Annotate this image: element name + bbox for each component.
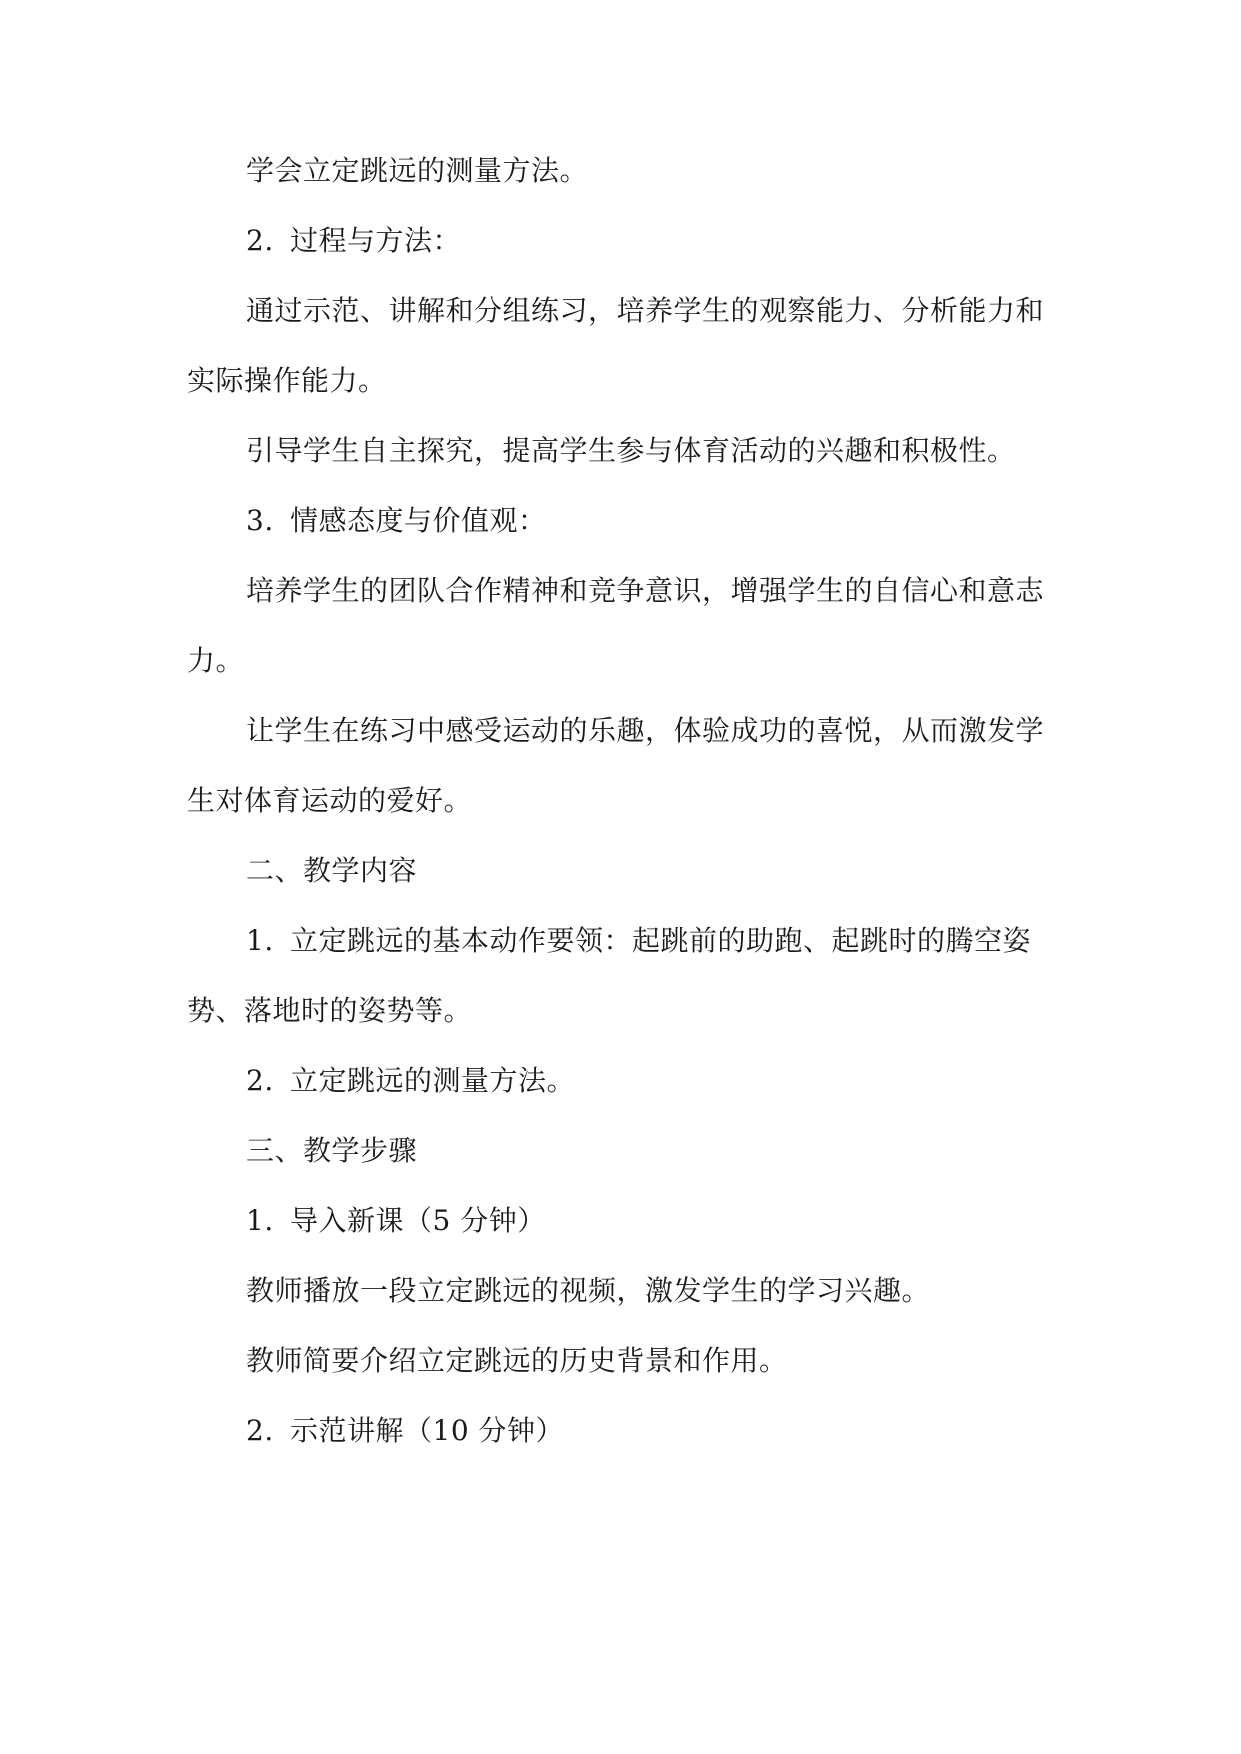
section-heading xyxy=(246,1133,1057,1169)
paragraph-line xyxy=(246,433,1057,469)
paragraph-line xyxy=(187,783,1057,819)
line-text: 导入新课（5 分钟） xyxy=(290,1204,546,1237)
paragraph-line xyxy=(246,713,1057,749)
line-text: 让学生在练习中感受运动的乐趣，体验成功的喜悦，从而激发学 xyxy=(246,714,1045,747)
paragraph-line xyxy=(246,293,1057,329)
list-number: 3. xyxy=(246,504,274,537)
paragraph-line xyxy=(246,153,1057,189)
line-text: 教师播放一段立定跳远的视频，激发学生的学习兴趣。 xyxy=(246,1274,931,1307)
list-number: 2. xyxy=(246,1414,274,1447)
line-text: 生对体育运动的爱好。 xyxy=(187,784,473,817)
list-number: 1. xyxy=(246,1204,274,1237)
line-text: 通过示范、讲解和分组练习，培养学生的观察能力、分析能力和 xyxy=(246,294,1045,327)
section-heading xyxy=(246,223,1057,259)
paragraph-line xyxy=(187,363,1057,399)
list-number: 2. xyxy=(246,224,274,257)
line-text: 立定跳远的测量方法。 xyxy=(290,1064,576,1097)
paragraph-line xyxy=(246,573,1057,609)
line-text: 立定跳远的基本动作要领：起跳前的助跑、起跳时的腾空姿 xyxy=(290,924,1032,957)
section-heading xyxy=(246,503,1057,539)
heading-text: 情感态度与价值观： xyxy=(290,504,547,537)
paragraph-line xyxy=(246,1343,1057,1379)
list-item xyxy=(246,1203,1057,1239)
line-text: 势、落地时的姿势等。 xyxy=(187,994,473,1027)
list-item xyxy=(246,923,1057,959)
line-text: 力。 xyxy=(187,644,245,677)
section-heading xyxy=(246,853,1057,889)
list-item xyxy=(246,1413,1057,1449)
heading-text: 过程与方法： xyxy=(290,224,462,257)
heading-text: 二、教学内容 xyxy=(246,854,418,887)
line-text: 引导学生自主探究，提高学生参与体育活动的兴趣和积极性。 xyxy=(246,434,1016,467)
list-number: 2. xyxy=(246,1064,274,1097)
line-text: 教师简要介绍立定跳远的历史背景和作用。 xyxy=(246,1344,788,1377)
line-text: 实际操作能力。 xyxy=(187,364,387,397)
paragraph-line xyxy=(187,993,1057,1029)
line-text: 培养学生的团队合作精神和竞争意识，增强学生的自信心和意志 xyxy=(246,574,1045,607)
line-text: 学会立定跳远的测量方法。 xyxy=(246,154,589,187)
paragraph-line xyxy=(246,1273,1057,1309)
paragraph-line xyxy=(187,643,1057,679)
heading-text: 三、教学步骤 xyxy=(246,1134,418,1167)
list-number: 1. xyxy=(246,924,274,957)
line-text: 示范讲解（10 分钟） xyxy=(290,1414,565,1447)
list-item xyxy=(246,1063,1057,1099)
